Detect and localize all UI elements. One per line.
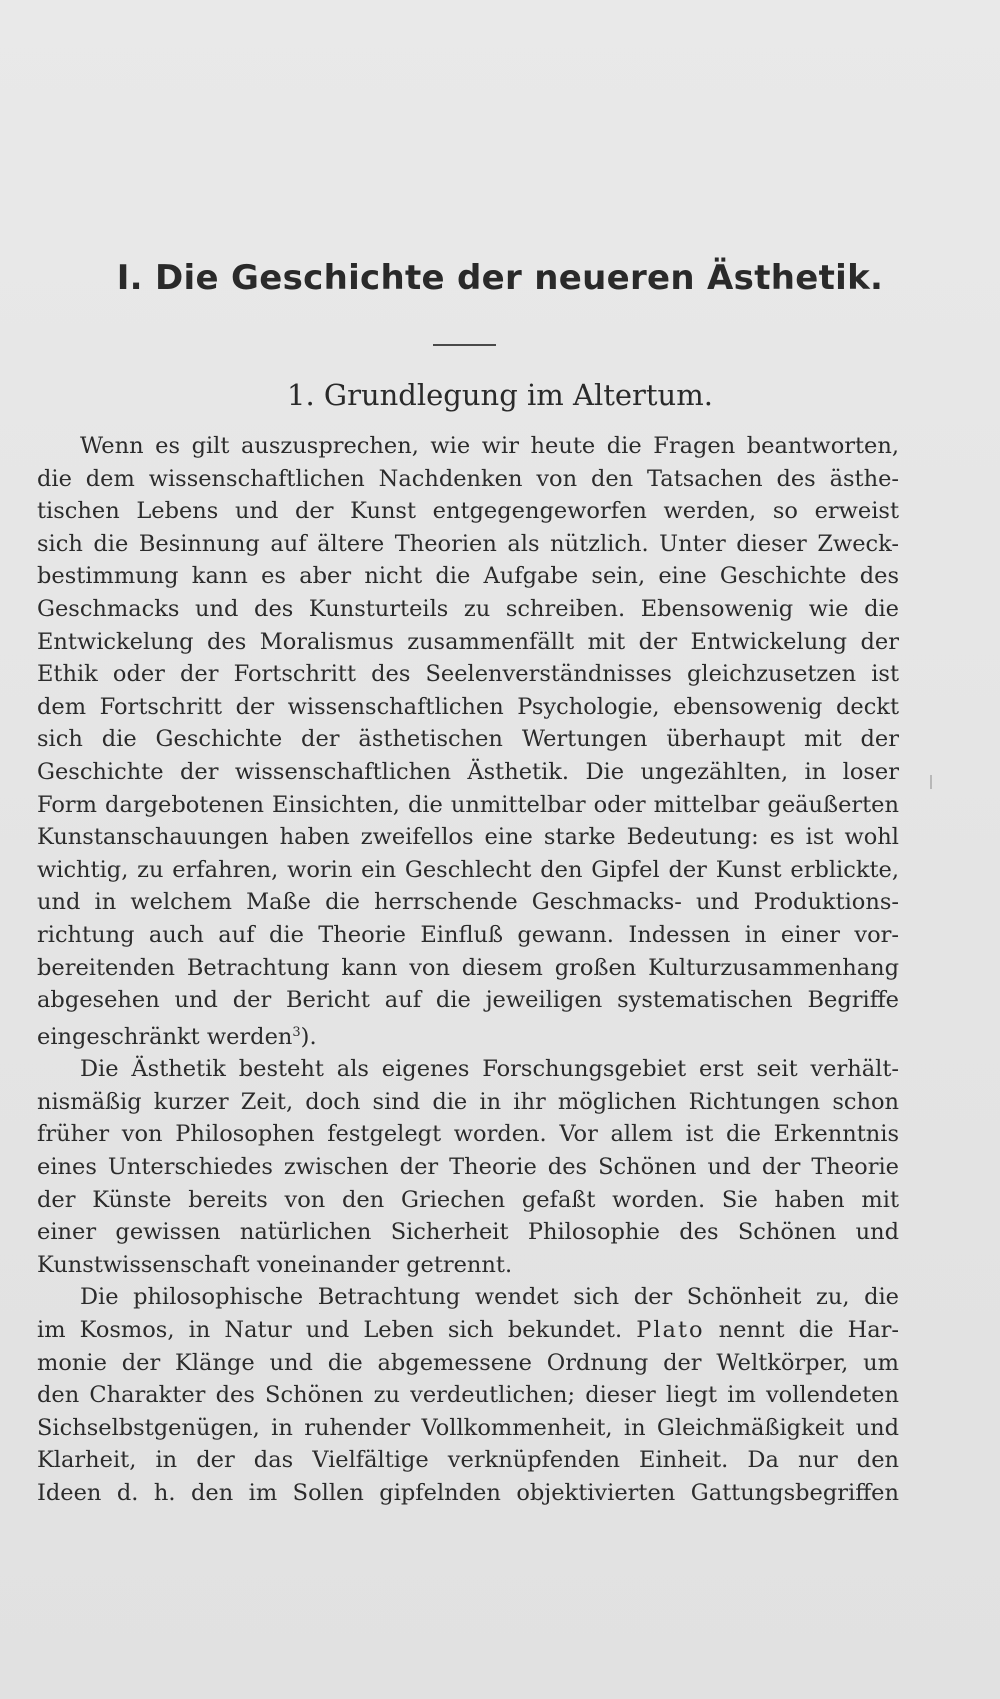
text-line: Die philosophische Betrachtung wendet sich der Schönheit zu, die <box>80 1284 899 1311</box>
paragraph-2 <box>37 1053 899 1281</box>
text-line: dem Fortschritt der wissenschaftlichen Psychologie, ebensowenig deckt <box>37 693 899 720</box>
text-fragment: eingeschränkt werden <box>37 1023 293 1050</box>
text-line: bereitenden Betrachtung kann von diesem großen Kulturzusammenhang <box>37 954 899 981</box>
text-line: die dem wissenschaftlichen Nachdenken von den Tatsachen des ästhe- <box>37 465 899 492</box>
text-line: Geschichte der wissenschaftlichen Ästhetik. Die ungezählten, in loser <box>37 758 899 785</box>
text-line: Kunstanschauungen haben zweifellos eine starke Bedeutung: es ist wohl <box>37 824 899 851</box>
text-line: eines Unterschiedes zwischen der Theorie des Schönen und der Theorie <box>37 1154 899 1181</box>
text-line: Entwickelung des Moralismus zusammenfällt mit der Entwickelung der <box>37 628 899 655</box>
text-fragment: nennt die Har- <box>718 1317 900 1344</box>
body-text <box>37 430 899 1510</box>
chapter-title: I. Die Geschichte der neueren Ästhetik. <box>116 258 884 298</box>
text-line <box>37 1314 899 1347</box>
text-line: Form dargebotenen Einsichten, die unmittelbar oder mittelbar geäußerten <box>37 791 899 818</box>
text-line: der Künste bereits von den Griechen gefaßt worden. Sie haben mit <box>37 1186 899 1213</box>
text-line: Geschmacks und des Kunsturteils zu schreiben. Ebensowenig wie die <box>37 595 899 622</box>
text-line: Ideen d. h. den im Sollen gipfelnden objektivierten Gattungsbegriffen <box>37 1480 899 1506</box>
text-line: tischen Lebens und der Kunst entgegengeworfen werden, so erweist <box>37 498 899 525</box>
text-line-last: Kunstwissenschaft voneinander getrennt. <box>37 1251 513 1278</box>
text-line: Klarheit, in der das Vielfältige verknüpfenden Einheit. Da nur den <box>37 1447 899 1474</box>
paragraph-1 <box>37 430 899 1053</box>
text-line: sich die Besinnung auf ältere Theorien als nützlich. Unter dieser Zweck- <box>37 530 899 557</box>
text-line: nismäßig kurzer Zeit, doch sind die in ihr möglichen Richtungen schon <box>37 1088 899 1115</box>
text-line: sich die Geschichte der ästhetischen Wertungen überhaupt mit der <box>37 726 899 753</box>
text-line: Sichselbstgenügen, in ruhender Vollkommenheit, in Gleichmäßigkeit und <box>37 1414 899 1441</box>
text-fragment: im Kosmos, in Natur und Leben sich bekundet. <box>37 1317 623 1344</box>
text-line: Ethik oder der Fortschritt des Seelenverständnisses gleichzusetzen ist <box>37 661 899 688</box>
margin-mark <box>930 775 932 789</box>
section-title: 1. Grundlegung im Altertum. <box>287 378 713 412</box>
text-line: den Charakter des Schönen zu verdeutlichen; dieser liegt im vollendeten <box>37 1382 899 1409</box>
text-line: wichtig, zu erfahren, worin ein Geschlecht den Gipfel der Kunst erblickte, <box>37 856 899 883</box>
text-line: Wenn es gilt auszusprechen, wie wir heute die Fragen beantworten, <box>80 433 899 459</box>
footnote-marker[interactable]: 3 <box>292 1024 301 1040</box>
text-line: monie der Klänge und die abgemessene Ordnung der Weltkörper, um <box>37 1349 899 1376</box>
text-line: bestimmung kann es aber nicht die Aufgabe sein, eine Geschichte des <box>37 563 899 590</box>
text-fragment: ). <box>300 1023 317 1050</box>
text-line: und in welchem Maße die herrschende Geschmacks- und Produktions- <box>37 889 899 916</box>
text-line: einer gewissen natürlichen Sicherheit Philosophie des Schönen und <box>37 1219 899 1246</box>
person-name: Plato <box>636 1317 705 1344</box>
paragraph-3 <box>37 1281 899 1509</box>
text-line: Die Ästhetik besteht als eigenes Forschungsgebiet erst seit verhält- <box>80 1056 899 1083</box>
text-line-last <box>37 1017 899 1054</box>
text-line: früher von Philosophen festgelegt worden. Vor allem ist die Erkenntnis <box>37 1121 899 1148</box>
text-line: richtung auch auf die Theorie Einfluß gewann. Indessen in einer vor- <box>37 921 899 948</box>
text-line: abgesehen und der Bericht auf die jeweiligen systematischen Begriffe <box>37 987 899 1014</box>
title-divider <box>433 344 496 346</box>
